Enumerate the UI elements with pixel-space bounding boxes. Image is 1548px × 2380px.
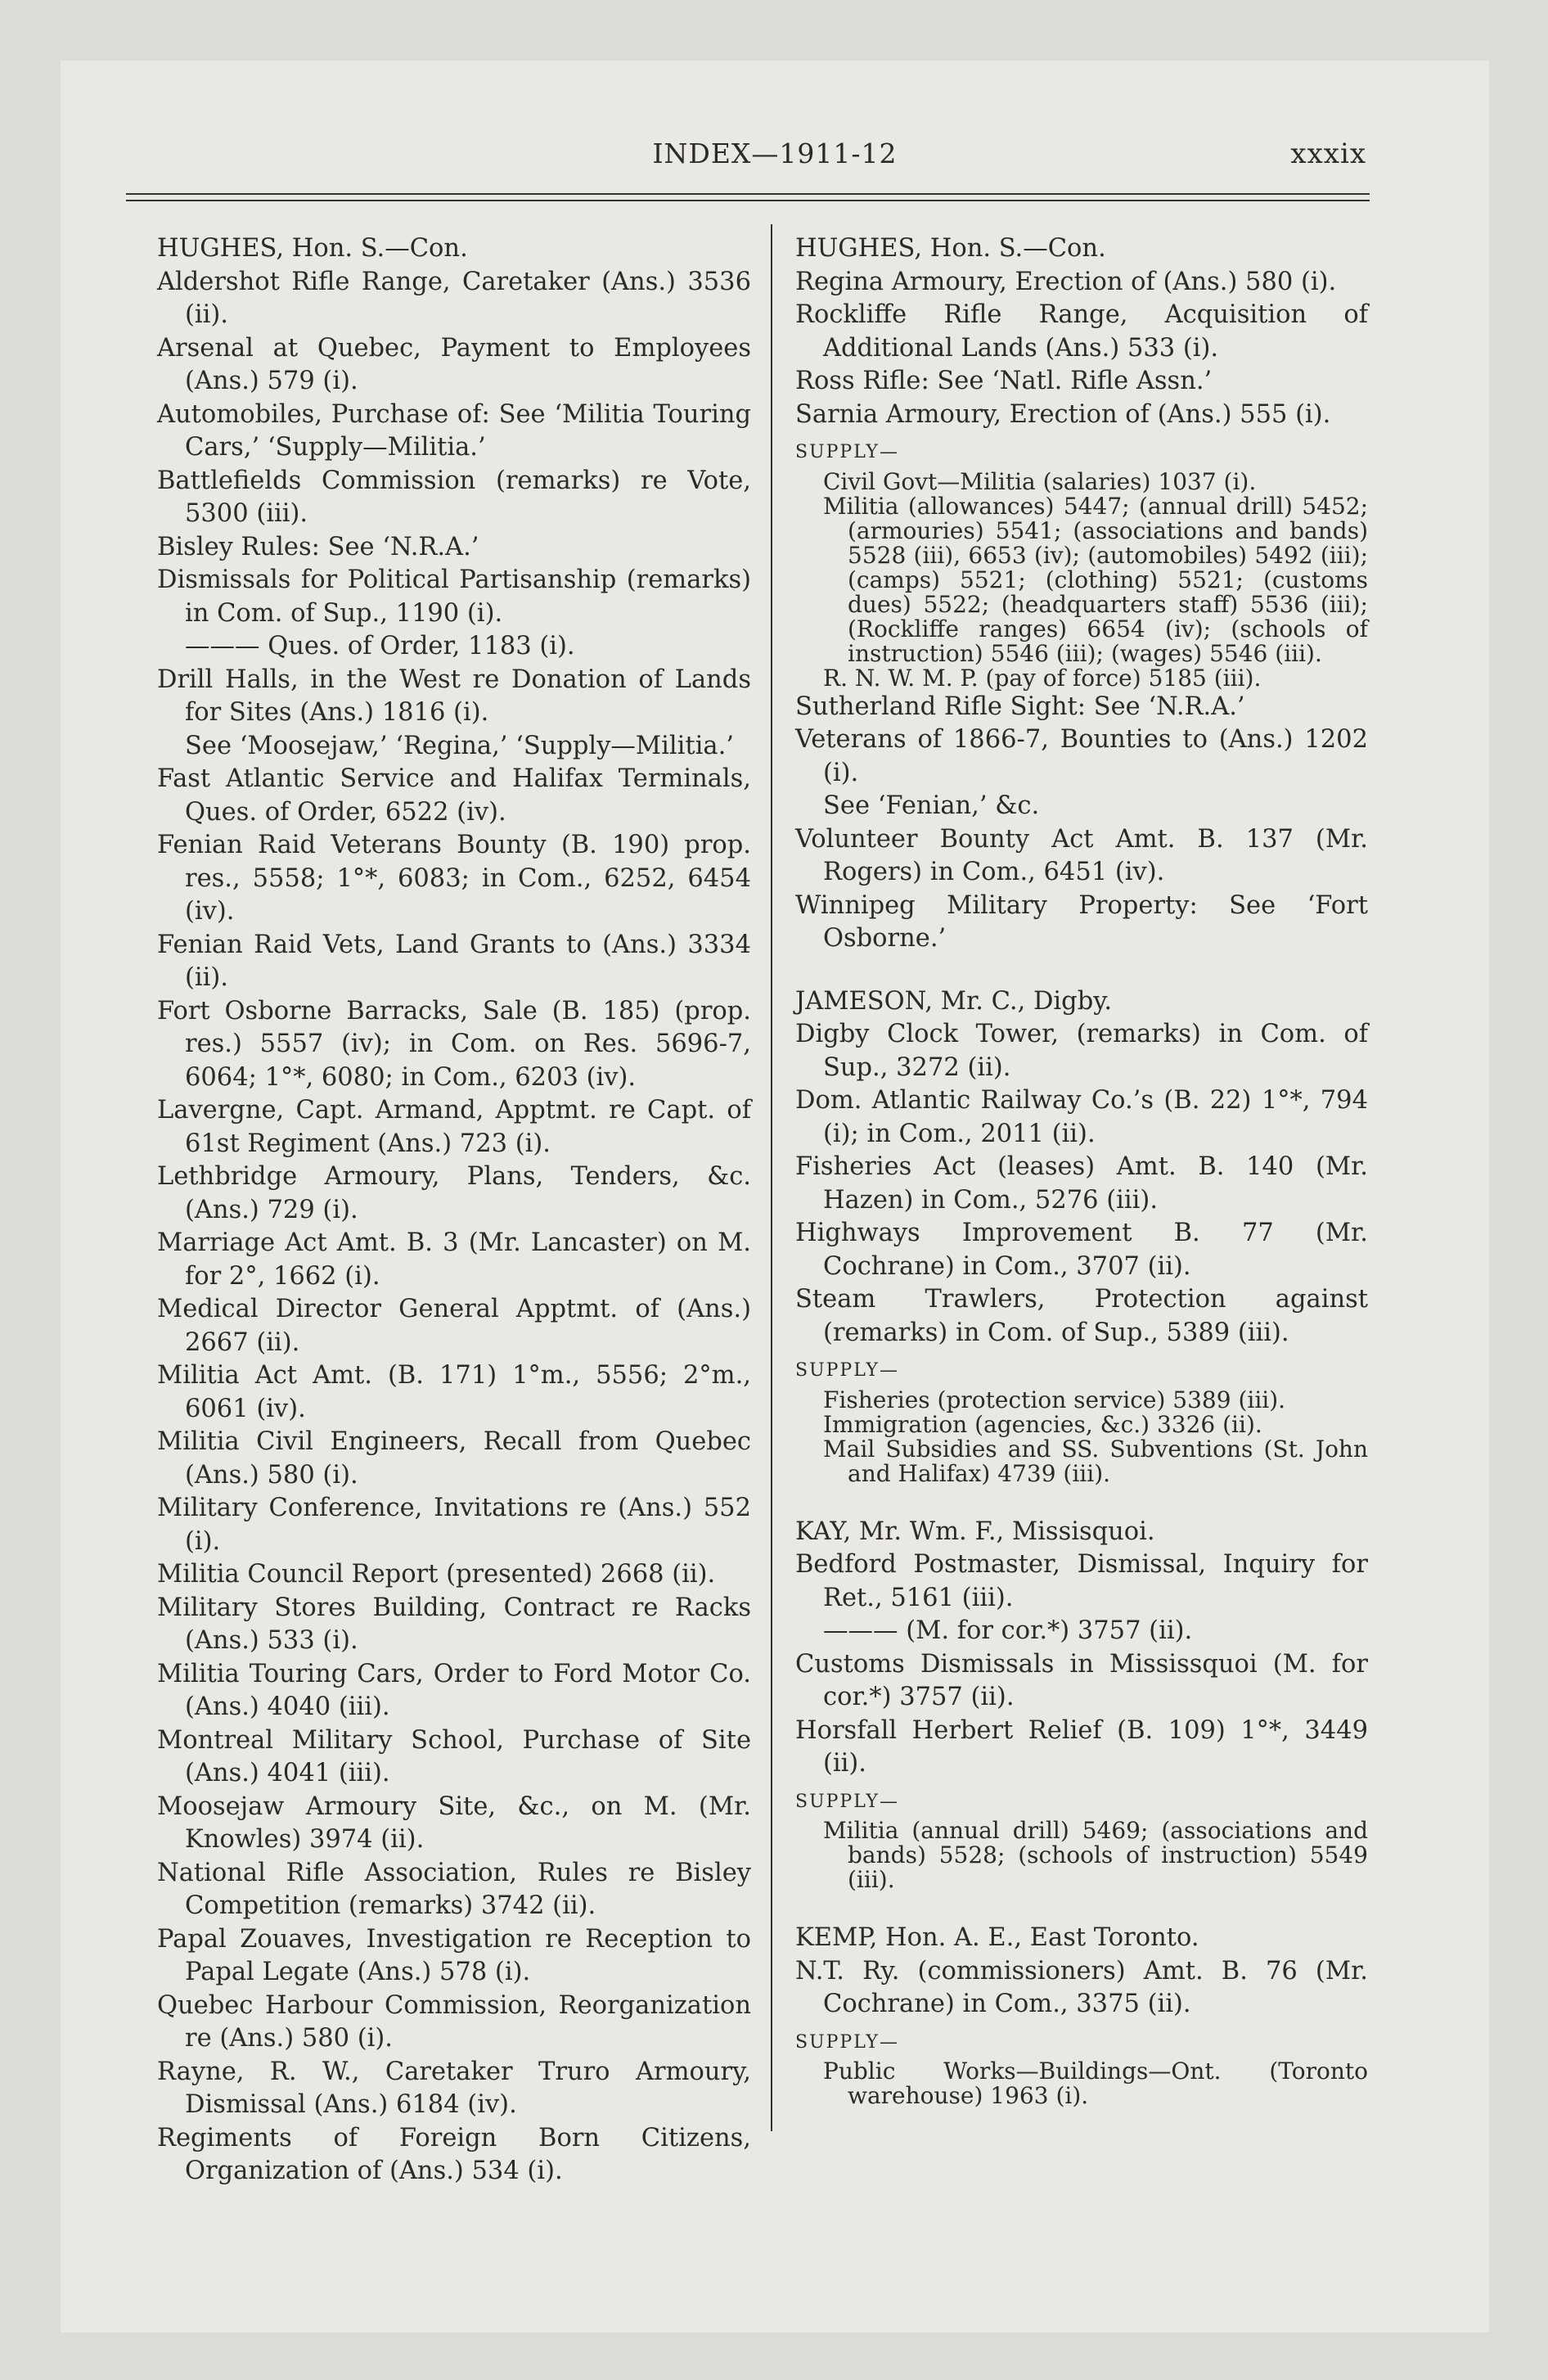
entry-heading: JAMESON, Mr. C., Digby. bbox=[795, 986, 1113, 1016]
supply-entry: Public Works—Buildings—Ont. (Toronto warehouse) 1963 (i). bbox=[823, 2058, 1368, 2109]
index-entry: Regiments of Foreign Born Citizens, Organization of (Ans.) 534 (i). bbox=[157, 2123, 751, 2185]
index-entry: Regina Armoury, Erection of (Ans.) 580 (i). bbox=[795, 267, 1337, 296]
index-entry: Horsfall Herbert Relief (B. 109) 1°*, 3449 (ii). bbox=[795, 1715, 1368, 1778]
right-column bbox=[795, 232, 1368, 2108]
index-entry: Drill Halls, in the West re Donation of Lands for Sites (Ans.) 1816 (i). bbox=[157, 665, 751, 727]
index-entry: Steam Trawlers, Protection against (remarks) in Com. of Sup., 5389 (iii). bbox=[795, 1285, 1368, 1347]
index-entry: Fenian Raid Veterans Bounty (B. 190) prop. res., 5558; 1°*, 6083; in Com., 6252, 6454 (iv). bbox=[157, 831, 751, 926]
index-entry: Lavergne, Capt. Armand, Apptmt. re Capt. of 61st Regiment (Ans.) 723 (i). bbox=[157, 1096, 751, 1158]
index-entry: Dom. Atlantic Railway Co.’s (B. 22) 1°*, 794 (i); in Com., 2011 (ii). bbox=[795, 1086, 1368, 1148]
supply-entry: Immigration (agencies, &c.) 3326 (ii). bbox=[823, 1410, 1262, 1438]
index-entry: Bedford Postmaster, Dismissal, Inquiry for Ret., 5161 (iii). bbox=[795, 1550, 1368, 1612]
entry-heading: KEMP, Hon. A. E., East Toronto. bbox=[795, 1923, 1199, 1952]
index-entry: See ‘Moosejaw,’ ‘Regina,’ ‘Supply—Militia.’ bbox=[185, 731, 734, 760]
index-entry: Fort Osborne Barracks, Sale (B. 185) (prop. res.) 5557 (iv); in Com. on Res. 5696-7, 6064; 1°*, 6080; in Com., 6203 (iv). bbox=[157, 996, 751, 1092]
index-entry: Fenian Raid Vets, Land Grants to (Ans.) 3334 (ii). bbox=[157, 930, 751, 992]
page-title: INDEX—1911-12 bbox=[652, 137, 898, 169]
index-entry: Militia Act Amt. (B. 171) 1°m., 5556; 2°m., 6061 (iv). bbox=[157, 1361, 751, 1423]
index-entry: Winnipeg Military Property: See ‘Fort Osborne.’ bbox=[795, 890, 1368, 953]
supply-entry: Fisheries (protection service) 5389 (iii). bbox=[823, 1386, 1286, 1413]
index-entry: Papal Zouaves, Investigation re Reception to Papal Legate (Ans.) 578 (i). bbox=[157, 1924, 751, 1986]
entry-heading: HUGHES, Hon. S.—Con. bbox=[795, 234, 1106, 263]
index-entry: Digby Clock Tower, (remarks) in Com. of Sup., 3272 (ii). bbox=[795, 1020, 1368, 1082]
index-entry: Military Conference, Invitations re (Ans.) 552 (i). bbox=[157, 1494, 751, 1556]
supply-label: SUPPLY— bbox=[795, 1360, 899, 1381]
index-entry: Montreal Military School, Purchase of Site (Ans.) 4041 (iii). bbox=[157, 1725, 751, 1787]
index-entry: Sarnia Armoury, Erection of (Ans.) 555 (i). bbox=[795, 399, 1331, 429]
header-rule-double bbox=[126, 200, 1370, 201]
index-entry: Military Stores Building, Contract re Racks (Ans.) 533 (i). bbox=[157, 1593, 751, 1655]
section-gap bbox=[795, 956, 1368, 985]
supply-entry: R. N. W. M. P. (pay of force) 5185 (iii). bbox=[823, 664, 1262, 692]
index-entry: Automobiles, Purchase of: See ‘Militia Touring Cars,’ ‘Supply—Militia.’ bbox=[157, 399, 751, 462]
index-entry: Fast Atlantic Service and Halifax Terminals, Ques. of Order, 6522 (iv). bbox=[157, 764, 751, 827]
index-entry: Customs Dismissals in Mississquoi (M. for cor.*) 3757 (ii). bbox=[795, 1649, 1368, 1711]
left-column bbox=[157, 232, 751, 2188]
supply-label: SUPPLY— bbox=[795, 2031, 899, 2053]
index-entry: Sutherland Rifle Sight: See ‘N.R.A.’ bbox=[795, 692, 1245, 721]
index-entry: Aldershot Rifle Range, Caretaker (Ans.) 3536 (ii). bbox=[157, 267, 751, 329]
index-entry: ——— (M. for cor.*) 3757 (ii). bbox=[823, 1616, 1193, 1645]
section-gap bbox=[795, 1486, 1368, 1516]
header-rule bbox=[126, 193, 1370, 195]
index-page bbox=[61, 61, 1489, 2333]
page-number: xxxix bbox=[1290, 137, 1366, 170]
index-entry: Marriage Act Amt. B. 3 (Mr. Lancaster) on M. for 2°, 1662 (i). bbox=[157, 1228, 751, 1291]
index-entry: Militia Civil Engineers, Recall from Quebec (Ans.) 580 (i). bbox=[157, 1427, 751, 1490]
page-header bbox=[61, 137, 1489, 170]
index-entry: Veterans of 1866-7, Bounties to (Ans.) 1202 (i). bbox=[795, 725, 1368, 787]
index-entry: Quebec Harbour Commission, Reorganization re (Ans.) 580 (i). bbox=[157, 1990, 751, 2053]
section-gap bbox=[795, 1892, 1368, 1922]
index-entry: N.T. Ry. (commissioners) Amt. B. 76 (Mr. Cochrane) in Com., 3375 (ii). bbox=[795, 1956, 1368, 2018]
supply-entry: Civil Govt—Militia (salaries) 1037 (i). bbox=[823, 467, 1257, 495]
index-entry: Fisheries Act (leases) Amt. B. 140 (Mr. Hazen) in Com., 5276 (iii). bbox=[795, 1152, 1368, 1215]
entry-heading: HUGHES, Hon. S.—Con. bbox=[157, 234, 468, 263]
index-entry: Ross Rifle: See ‘Natl. Rifle Assn.’ bbox=[795, 367, 1213, 395]
index-entry: Militia Council Report (presented) 2668 (ii). bbox=[157, 1560, 716, 1589]
index-entry: Battlefields Commission (remarks) re Vote, 5300 (iii). bbox=[157, 466, 751, 528]
supply-entry: Mail Subsidies and SS. Subventions (St. John and Halifax) 4739 (iii). bbox=[823, 1435, 1368, 1487]
index-entry: Lethbridge Armoury, Plans, Tenders, &c. (Ans.) 729 (i). bbox=[157, 1162, 751, 1224]
index-entry: See ‘Fenian,’ &c. bbox=[823, 791, 1040, 820]
index-entry: Moosejaw Armoury Site, &c., on M. (Mr. Knowles) 3974 (ii). bbox=[157, 1792, 751, 1854]
index-entry: Volunteer Bounty Act Amt. B. 137 (Mr. Rogers) in Com., 6451 (iv). bbox=[795, 824, 1368, 886]
index-entry: Bisley Rules: See ‘N.R.A.’ bbox=[157, 532, 479, 561]
entry-heading: KAY, Mr. Wm. F., Missisquoi. bbox=[795, 1517, 1155, 1546]
supply-entry: Militia (annual drill) 5469; (associations and bands) 5528; (schools of instruction) 5549 (iii). bbox=[823, 1817, 1368, 1893]
index-entry: Highways Improvement B. 77 (Mr. Cochrane) in Com., 3707 (ii). bbox=[795, 1219, 1368, 1281]
index-entry: Militia Touring Cars, Order to Ford Motor Co. (Ans.) 4040 (iii). bbox=[157, 1659, 751, 1721]
index-entry: ——— Ques. of Order, 1183 (i). bbox=[185, 632, 575, 660]
index-entry: Dismissals for Political Partisanship (remarks) in Com. of Sup., 1190 (i). bbox=[157, 566, 751, 628]
index-entry: Arsenal at Quebec, Payment to Employees (Ans.) 579 (i). bbox=[157, 333, 751, 395]
index-entry: National Rifle Association, Rules re Bisley Competition (remarks) 3742 (ii). bbox=[157, 1858, 751, 1920]
index-entry: Rayne, R. W., Caretaker Truro Armoury, Dismissal (Ans.) 6184 (iv). bbox=[157, 2057, 751, 2119]
index-entry: Medical Director General Apptmt. of (Ans.) 2667 (ii). bbox=[157, 1295, 751, 1357]
supply-label: SUPPLY— bbox=[795, 1791, 899, 1812]
index-entry: Rockliffe Rifle Range, Acquisition of Additional Lands (Ans.) 533 (i). bbox=[795, 300, 1368, 363]
supply-label: SUPPLY— bbox=[795, 442, 899, 462]
supply-entry: Militia (allowances) 5447; (annual drill) 5452; (armouries) 5541; (associations and bands) 5528 (iii), 6653 (iv); (automobiles) 5492 (iii); (camps) 5521; (clothing) 5521; (customs dues) 5522; (headquarters staff) 5536 (iii); (Rockliffe ranges) 6654 (iv); (schools of instruction) 5546 (iii); (wages) 5546 (iii). bbox=[823, 492, 1368, 667]
column-divider bbox=[771, 224, 772, 2131]
